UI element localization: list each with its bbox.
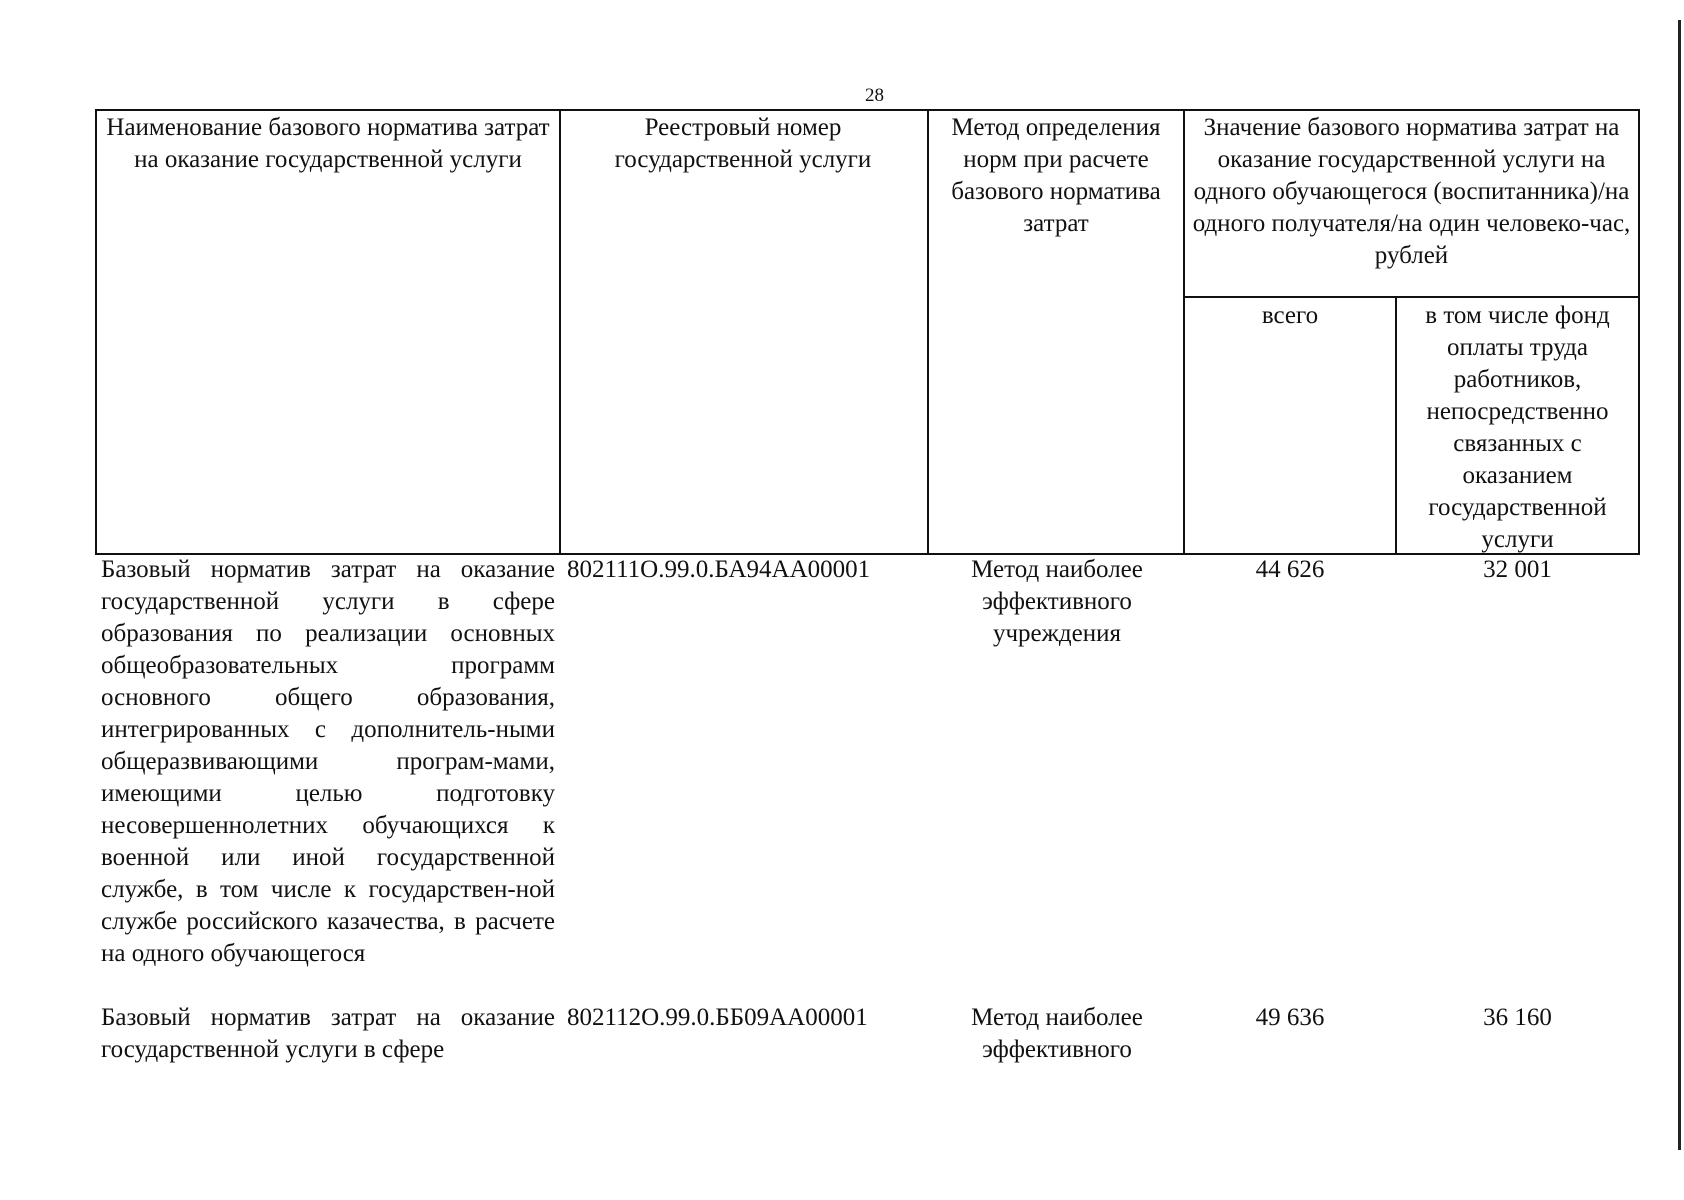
header-top-border xyxy=(95,109,1640,111)
page-number: 28 xyxy=(865,85,884,106)
header-divider-method-value xyxy=(1183,109,1185,555)
row-total: 49 636 xyxy=(1255,1004,1325,1031)
row-including-wage-fund: 32 001 xyxy=(1483,556,1552,583)
row-including-wage-fund: 36 160 xyxy=(1483,1004,1552,1031)
row-name: Базовый норматив затрат на оказание государственной услуги в сфере образования по реализации основных общеобразовательных программ основного общего образования, интегрированных с дополнитель-ными общеразвивающими програм-мами, имеющими целью подготовку несовершеннолетних обучающихся к военной или иной государственной службе, в том числе к государствен-ной службе российского казачества, в расчете на одного обучающегося xyxy=(101,556,555,967)
row-name: Базовый норматив затрат на оказание государственной услуги в сфере xyxy=(101,1004,555,1063)
row-method: Метод наиболее эффективного учреждения xyxy=(971,556,1143,647)
header-value: Значение базового норматива затрат на оказание государственной услуги на одного обучающегося (воспитанника)/на одного получателя/на один человеко-час, рублей xyxy=(1192,114,1631,269)
header-method: Метод определения норм при расчете базового норматива затрат xyxy=(951,114,1161,237)
row-registry-number: 802112О.99.0.ББ09АА00001 xyxy=(567,1004,868,1031)
header-divider-name-registry xyxy=(559,109,561,555)
row-total: 44 626 xyxy=(1255,556,1325,583)
header-divider-registry-method xyxy=(927,109,929,555)
row-registry-number: 802111О.99.0.БА94АА00001 xyxy=(567,556,871,583)
header-registry-number: Реестровый номер государственной услуги xyxy=(614,114,872,173)
header-name: Наименование базового норматива затрат на оказание государственной услуги xyxy=(106,114,550,173)
header-divider-total-including xyxy=(1395,296,1397,555)
header-right-border xyxy=(1638,109,1640,555)
header-total: всего xyxy=(1261,302,1319,329)
scan-edge-mark xyxy=(1678,20,1681,1150)
value-subheader-border xyxy=(1183,296,1640,298)
header-including-wage-fund: в том числе фонд оплаты труда работников, непосредственно связанных с оказанием государственной услуги xyxy=(1425,302,1610,553)
row-method: Метод наиболее эффективного xyxy=(971,1004,1143,1063)
header-left-border xyxy=(95,109,97,555)
